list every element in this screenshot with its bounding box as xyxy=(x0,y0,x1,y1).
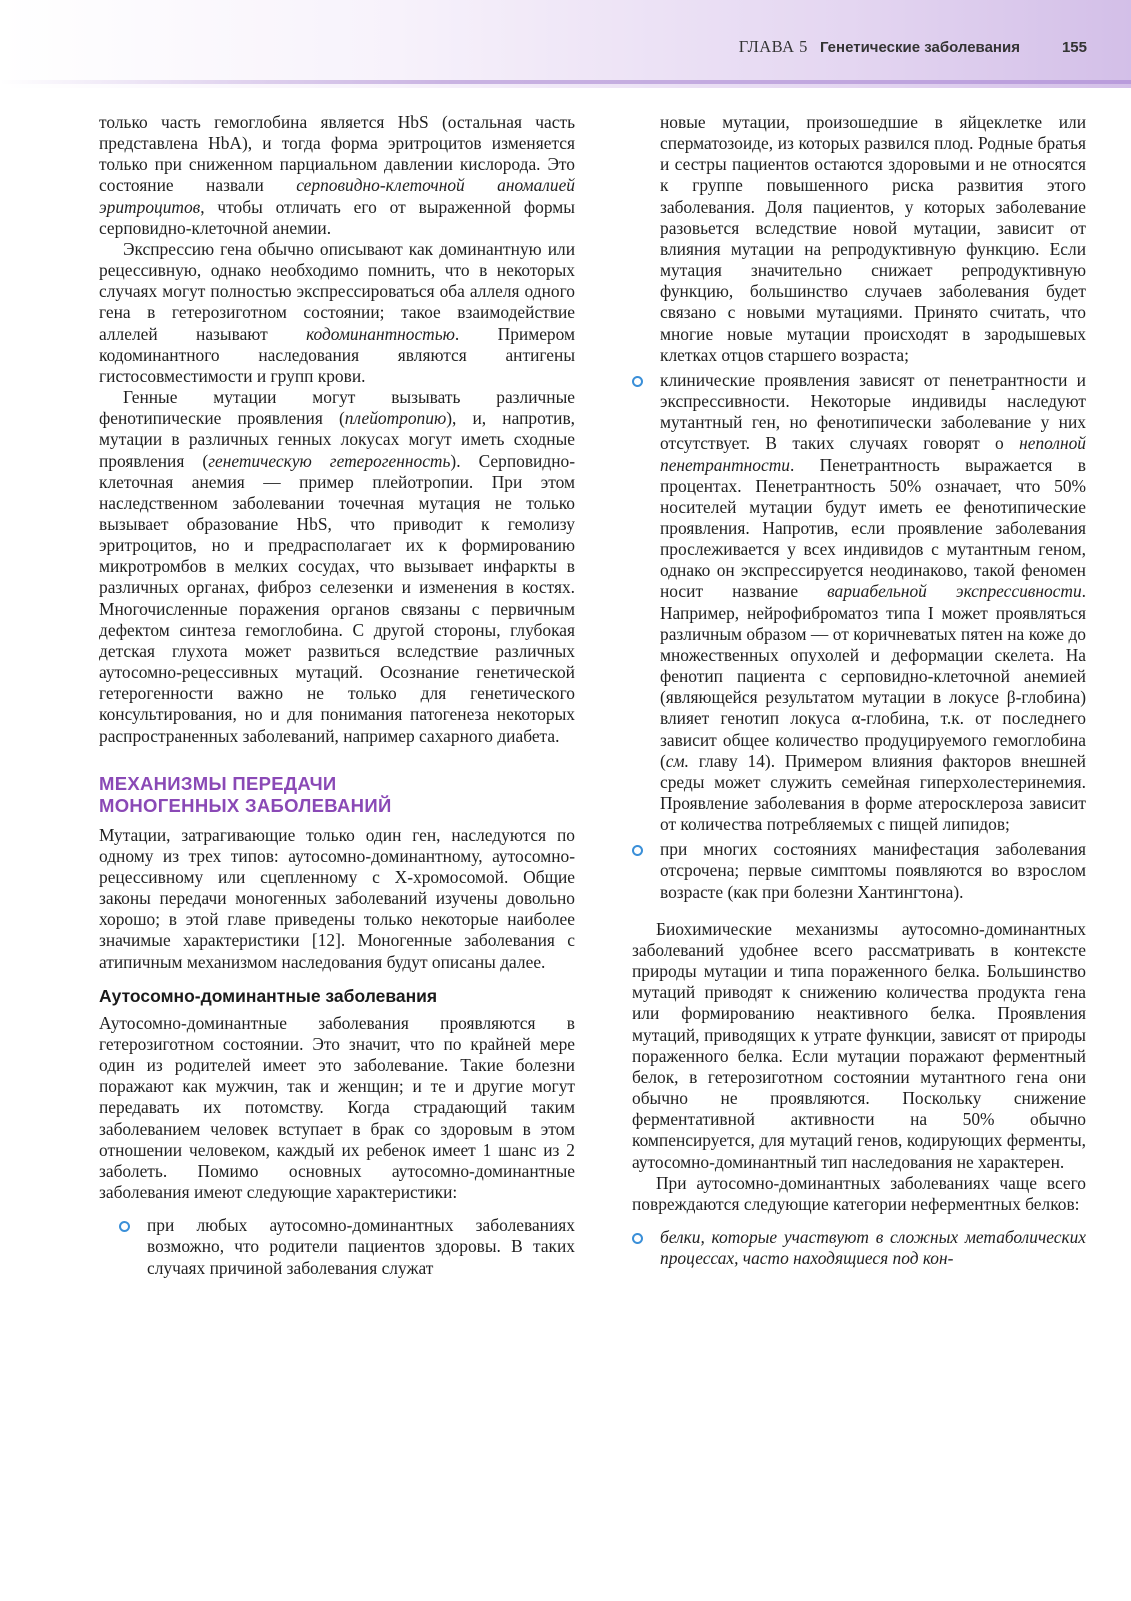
list-item-text: при многих состояниях манифестация заболевания отсрочена; первые симптомы появляются во взрослом возрасте (как при болезни Хантингтона). xyxy=(660,839,1086,902)
list-item-text: при любых аутосомно-доминантных заболеваниях возможно, что родители пациентов здоровы. В таких случаях причиной заболевания служат xyxy=(147,1215,575,1278)
paragraph: Аутосомно-доминантные заболевания проявляются в гетерозиготном состоянии. Это значит, что по крайней мере один из родителей имеет это заболевание. Такие болезни поражают как мужчин, так и женщин; и те и другие могут передавать их потомству. Когда страдающий таким заболеванием человек вступает в брак со здоровым в этом отношении человеком, каждый их ребенок имеет 1 шанс из 2 заболеть. Помимо основных аутосомно-доминантные заболевания имеют следующие характеристики: xyxy=(99,1012,575,1203)
bullet-circle-icon xyxy=(632,1233,643,1244)
section-heading xyxy=(99,773,575,817)
bullet-circle-icon xyxy=(632,845,643,856)
paragraph: только часть гемоглобина является HbS (остальная часть представлена HbA), и тогда форма эритроцитов изменяется только при сниженном парциальном давлении кислорода. Это состояние назвали серповидно-клеточной аномалией эритроцитов, чтобы отличать его от выраженной формы серповидно-клеточной анемии. xyxy=(99,112,575,238)
list-item-continued xyxy=(632,112,1086,366)
list-item-text: белки, которые участвуют в сложных метаболических процессах, часто находящиеся под кон- xyxy=(660,1226,1086,1269)
chapter-title: Генетические заболевания xyxy=(819,39,1020,56)
section-heading-line: МОНОГЕННЫХ ЗАБОЛЕВАНИЙ xyxy=(99,794,392,816)
list-item xyxy=(99,1215,575,1278)
chapter-label: ГЛАВА 5 xyxy=(738,37,808,56)
right-column xyxy=(632,112,1086,1269)
bullet-list xyxy=(99,1215,575,1278)
list-item-text: новые мутации, произошедшие в яйцеклетке или сперматозоиде, из которых развился плод. Родные братья и сестры пациентов остаются здоровыми и не относятся к группе повышенного риска развития этого заболевания. Доля пациентов, у которых заболевание разовьется вследствие новой мутации, зависит от влияния мутации на репродуктивную функцию. Если мутация значительно снижает репродуктивную функцию, большинство случаев заболевания будет связано с новыми мутациями. Принято считать, что многие новые мутации происходят в зародышевых клетках отцов старшего возраста; xyxy=(660,112,1086,365)
subsection-heading: Аутосомно-доминантные заболевания xyxy=(99,985,438,1006)
paragraph: При аутосомно-доминантных заболеваниях чаще всего повреждаются следующие категории неферментных белков: xyxy=(632,1172,1086,1214)
bullet-circle-icon xyxy=(632,376,643,387)
bullet-list xyxy=(632,1227,1086,1269)
section-heading-line: МЕХАНИЗМЫ ПЕРЕДАЧИ xyxy=(99,772,337,794)
list-item xyxy=(632,370,1086,835)
list-item xyxy=(632,839,1086,902)
paragraph: Мутации, затрагивающие только один ген, наследуются по одному из трех типов: аутосомно-доминантному, аутосомно-рецессивному или сцепленному с Х-хромосомой. Общие законы передачи моногенных заболеваний изучены довольно хорошо; в этой главе приведены только некоторые наиболее значимые характеристики [12]. Моногенные заболевания с атипичным механизмом наследования будут описаны далее. xyxy=(99,824,575,972)
list-item-text: клинические проявления зависят от пенетрантности и экспрессивности. Некоторые индивиды наследуют мутантный ген, но фенотипически заболевание у них отсутствует. В таких случаях говорят о неполной пенетрантности. Пенетрантность выражается в процентах. Пенетрантность 50% означает, что 50% носителей мутации будут иметь ее фенотипические проявления. Напротив, если проявление заболевания прослеживается у всех индивидов с мутантным геном, однако он экспрессируется неодинаково, такой феномен носит название вариабельной экспрессивности. Например, нейрофиброматоз типа I может проявляться различным образом — от коричневатых пятен на коже до множественных опухолей и деформации скелета. На фенотип пациента с серповидно-клеточной анемией (являющейся результатом мутации в локусе β-глобина) влияет генотип локуса α-глобина, т.к. от последнего зависит общее количество продуцируемого гемоглобина (см. главу 14). Примером влияния факторов внешней среды может служить семейная гиперхолестеринемия. Проявление заболевания в форме атеросклероза зависит от количества потребляемых с пищей липидов; xyxy=(660,369,1086,835)
bullet-circle-icon xyxy=(119,1221,130,1232)
list-item xyxy=(632,1227,1086,1269)
left-column xyxy=(99,112,575,1279)
bullet-list xyxy=(632,112,1086,903)
header-divider xyxy=(0,80,1131,84)
running-head xyxy=(739,37,1087,57)
page-number: 155 xyxy=(1061,39,1087,56)
paragraph: Генные мутации могут вызывать различные фенотипические проявления (плейотропию), и, напротив, мутации в различных генных локусах могут иметь сходные проявления (генетическую гетерогенность). Серповидно-клеточная анемия — пример плейотропии. При этом наследственном заболевании точечная мутация не только вызывает образование HbS, что приводит к гемолизу эритроцитов, но и предрасполагает их к формированию микротромбов в мелких сосудах, что вызывает инфаркты в различных органах, фиброз селезенки и изменения в костях. Многочисленные поражения органов связаны с первичным дефектом синтеза гемоглобина. С другой стороны, глубокая детская глухота может развиться вследствие различных аутосомно-рецессивных мутаций. Осознание генетической гетерогенности важно не только для генетического консультирования, но и для понимания патогенеза некоторых распространенных заболеваний, например сахарного диабета. xyxy=(99,387,576,746)
paragraph: Биохимические механизмы аутосомно-доминантных заболеваний удобнее всего рассматривать в контексте природы мутации и типа пораженного белка. Большинство мутаций приводят к снижению количества продукта гена или формированию неактивного белка. Проявления мутаций, приводящих к утрате функции, зависят от природы пораженного белка. Если мутации поражают ферментный белок, в гетерозиготном состоянии мутантного гена они обычно не проявляются. Поскольку снижение ферментативной активности на 50% обычно компенсируется, для мутаций генов, кодирующих ферменты, аутосомно-доминантный тип наследования не характерен. xyxy=(632,918,1086,1172)
paragraph: Экспрессию гена обычно описывают как доминантную или рецессивную, однако необходимо помнить, что в некоторых случаях могут полностью экспрессироваться оба аллеля одного гена в гетерозиготном состоянии; такое взаимодействие аллелей называют кодоминантностью. Примером кодоминантного наследования являются антигены гистосовместимости и групп крови. xyxy=(99,238,575,386)
